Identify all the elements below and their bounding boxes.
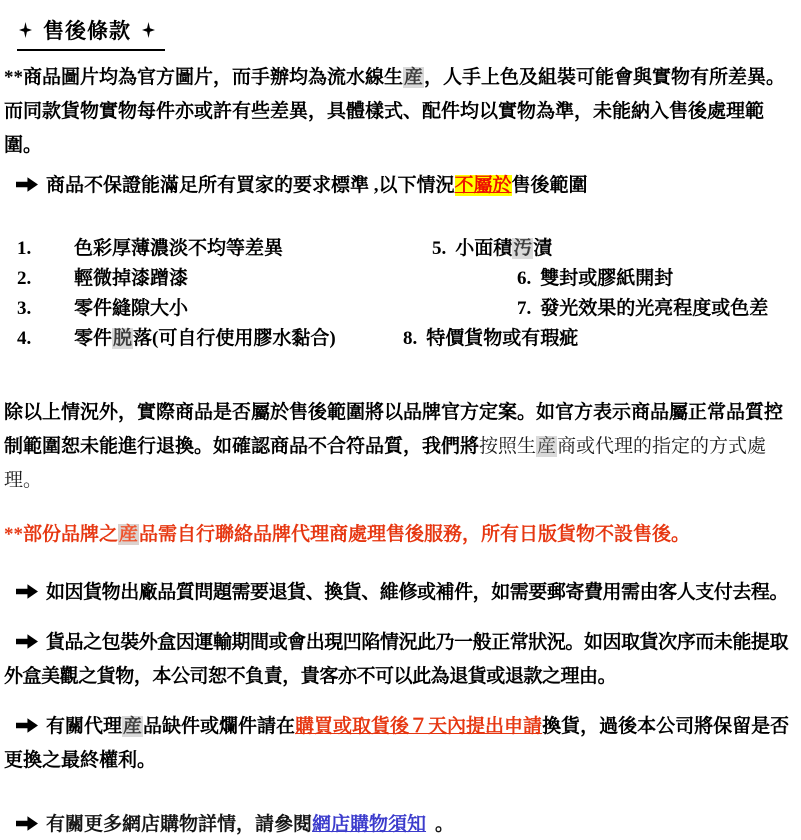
variant-char: 産 <box>119 524 139 545</box>
missing-pre: 有關代理 <box>46 716 123 737</box>
scope-text-pre: 商品不保證能滿足所有買家的要求標準 ,以下情況 <box>46 175 455 196</box>
exclusion-row <box>0 324 801 354</box>
exclusion-row <box>0 264 801 294</box>
policy-paragraph <box>0 396 801 498</box>
missing-post: 換貨，過後本公司將保留是否更換之最終權利。 <box>4 716 790 771</box>
exclusion-item-text: 雙封或膠紙開封 <box>540 268 674 289</box>
exclusion-item-text: 小面積 <box>455 238 513 259</box>
packaging-text: 貨品之包裝外盒因運輸期間或會出現凹陷情況此乃一般正常狀況。如因取貨次序而未能提取外盒美觀之貨物，本公司恕不負責，貴客亦不可以此為退貨或退款之理由。 <box>4 632 789 687</box>
policy-text-bold: 除以上情況外，實際商品是否屬於售後範圍將以品牌官方定案。如官方表示商品屬正常品質控制範圍恕未能進行退換。如確認商品不合符品質，我們將 <box>4 402 784 457</box>
red-note-post: 品需自行聯絡品牌代理商處理售後服務，所有日版貨物不設售後。 <box>139 524 691 545</box>
arrow-bullet-icon <box>16 634 38 649</box>
arrow-bullet-icon <box>16 718 38 733</box>
returns-text: 如因貨物出廠品質問題需要退貨、換貨、維修或補件，如需要郵寄費用需由客人支付去程。 <box>46 582 789 603</box>
item-number: 4. <box>17 328 32 349</box>
policy-tail-post: 商或代理的指定的方式處理。 <box>4 436 767 491</box>
not-covered-highlight: 不屬於 <box>454 175 512 196</box>
item-number: 7. <box>517 298 532 319</box>
exclusion-item-text: 特價貨物或有瑕疵 <box>426 328 579 349</box>
exclusion-item-text: 零件縫隙大小 <box>74 298 189 319</box>
item-number: 6. <box>517 268 532 289</box>
exclusion-row <box>0 294 801 324</box>
exclusion-item-text: 色彩厚薄濃淡不均等差異 <box>74 238 284 259</box>
exclusion-item-right <box>403 324 578 354</box>
red-note-pre: **部份品牌之 <box>4 524 119 545</box>
variant-char: 産 <box>123 716 143 737</box>
exclusion-item-text: 輕微掉漆蹭漆 <box>74 268 189 289</box>
arrow-bullet-icon <box>16 816 38 831</box>
variant-char: 汚 <box>513 238 533 259</box>
arrow-bullet-icon <box>16 177 38 192</box>
page-title-text: 售後條款 <box>43 19 131 43</box>
deadline-emphasis: 購買或取貨後７天內提出申請 <box>295 716 543 737</box>
exclusion-row <box>0 234 801 264</box>
item-number: 2. <box>17 268 32 289</box>
policy-tail-pre: 按照生 <box>479 436 537 457</box>
exclusion-item-text: 落(可自行使用膠水黏合) <box>133 328 336 349</box>
exclusion-item-right <box>517 264 673 294</box>
missing-parts-note <box>0 710 801 778</box>
item-number: 3. <box>17 298 32 319</box>
page-title-underline <box>17 14 165 51</box>
four-pointed-star-icon <box>19 22 32 38</box>
footer-note <box>0 810 801 840</box>
exclusion-item-right <box>432 234 552 264</box>
item-number: 8. <box>403 328 418 349</box>
after-sales-terms-page <box>0 14 801 835</box>
scope-text-post: 售後範圍 <box>511 175 588 196</box>
exclusion-item-text: 發光效果的光亮程度或色差 <box>540 298 769 319</box>
exclusion-item-text: 漬 <box>533 238 553 259</box>
missing-mid: 品缺件或爛件請在 <box>143 716 296 737</box>
four-pointed-star-icon <box>142 22 155 38</box>
store-policy-link[interactable]: 網店購物須知 <box>312 814 427 835</box>
variant-char: 産 <box>404 67 424 88</box>
packaging-note <box>0 626 801 694</box>
exclusion-item-right <box>517 294 768 324</box>
variant-char: 脱 <box>113 328 133 349</box>
intro-text-pre: **商品圖片均為官方圖片，而手辦均為流水線生 <box>4 67 404 88</box>
returns-note <box>0 576 801 610</box>
item-number: 1. <box>17 238 32 259</box>
exclusions-list <box>0 234 801 354</box>
scope-note <box>0 169 801 203</box>
footer-text: 有關更多網店購物詳情，請參閱 <box>46 814 313 835</box>
variant-char: 産 <box>537 436 557 457</box>
arrow-bullet-icon <box>16 584 38 599</box>
exclusion-item-text: 零件 <box>74 328 113 349</box>
intro-paragraph <box>0 61 801 163</box>
brand-agent-warning <box>0 518 801 552</box>
intro-text-post: ，人手上色及組裝可能會與實物有所差異。而同款貨物實物每件亦或許有些差異，具體樣式、配件均以實物為準，未能納入售後處理範圍。 <box>4 67 786 156</box>
page-title <box>17 14 801 51</box>
footer-period: 。 <box>435 814 455 835</box>
item-number: 5. <box>432 238 447 259</box>
